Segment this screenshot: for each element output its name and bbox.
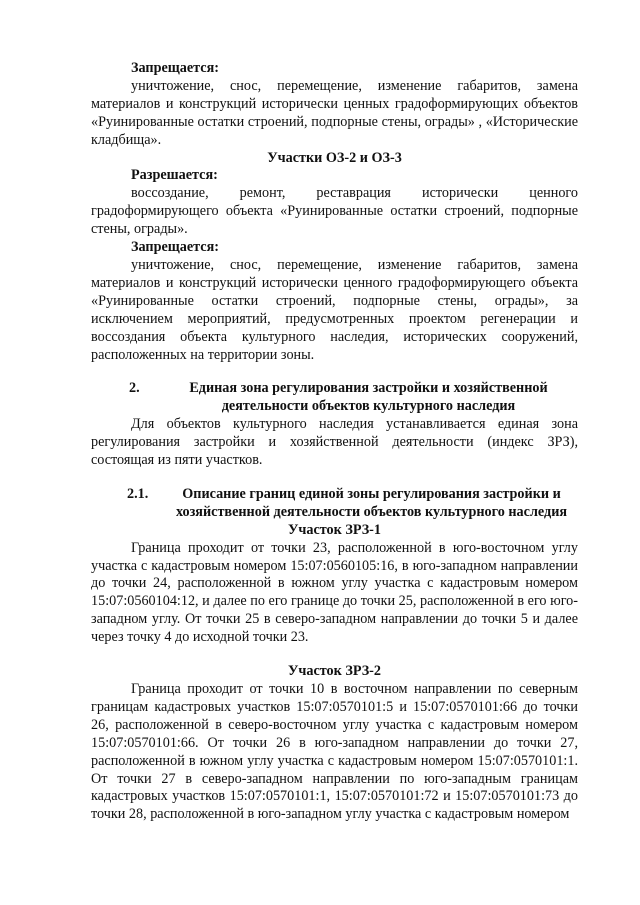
paragraph-zrz-2: Граница проходит от точки 10 в восточном направлении по северным границам кадастровых участков 15:07:0570101:5 и 15:07:0570101:66 до точки 26, расположенной в северо-восточном углу участка с кадастровым номером 15:07:0570101:66. От точки 26 в юго-западном направлении до точки 27, расположенной в южном углу участка с кадастровым номером 15:07:0570101:1. От точки 27 в северо-западном направлении по юго-западным границам кадастровых участков 15:07:0570101:1, 15:07:0570101:72 и 15:07:0570101:73 до точки 28, расположенной в юго-западном углу участка с кадастровым номером	[91, 681, 578, 823]
paragraph-zrz-intro: Для объектов культурного наследия устанавливается единая зона регулирования застройки и хозяйственной деятельности (индекс ЗРЗ), состоящая из пяти участков.	[91, 416, 578, 469]
label-prohibited-2: Запрещается:	[131, 239, 219, 256]
heading-zrz-1: Участок ЗРЗ-1	[287, 521, 382, 538]
section-2-1-heading	[91, 486, 578, 522]
heading-oz2-oz3: Участки ОЗ-2 и ОЗ-3	[267, 149, 402, 166]
label-prohibited: Запрещается:	[131, 60, 219, 76]
section-2-1-number: 2.1.	[127, 485, 149, 502]
paragraph-zrz-1: Граница проходит от точки 23, расположенной в юго-восточном углу участка с кадастровым номером 15:07:0560105:16, в юго-западном направлении до точки 24, расположенной в южном углу участка с кадастровым номером 15:07:0560104:12, и далее по его границе до точки 25, расположенной в его юго-западном углу. От точки 25 в северо-западном направлении до точки 5 и далее через точку 4 до исходной точки 23.	[91, 539, 578, 646]
heading-zrz-2: Участок ЗРЗ-2	[287, 663, 382, 680]
section-2-1-title: Описание границ единой зоны регулирования застройки и хозяйственной деятельности объектов культурного наследия	[175, 485, 568, 520]
label-allowed: Разрешается:	[131, 167, 218, 184]
section-2-number: 2.	[129, 380, 140, 397]
section-2-title: Единая зона регулирования застройки и хозяйственной деятельности объектов культурного наследия	[189, 380, 548, 415]
section-2-heading	[91, 380, 578, 416]
spacer	[91, 647, 578, 663]
paragraph-allowed: воссоздание, ремонт, реставрация исторически ценного градоформирующего объекта «Руинированные остатки строений, подпорные стены, ограды».	[91, 185, 578, 238]
paragraph-prohibited-oz1: уничтожение, снос, перемещение, изменение габаритов, замена материалов и конструкций исторически ценных градоформирующих объектов «Руинированные остатки строений, подпорные стены, ограды» , «Исторические кладбища».	[91, 77, 578, 148]
paragraph-prohibited-oz2: уничтожение, снос, перемещение, изменение габаритов, замена материалов и конструкций исторически ценного градоформирующего объекта «Руинированные остатки строений, подпорные стены, ограды», за исключением мероприятий, предусмотренных проектом регенерации и воссоздания объекта культурного наследия, исторических сооружений, расположенных на территории зоны.	[91, 256, 578, 363]
